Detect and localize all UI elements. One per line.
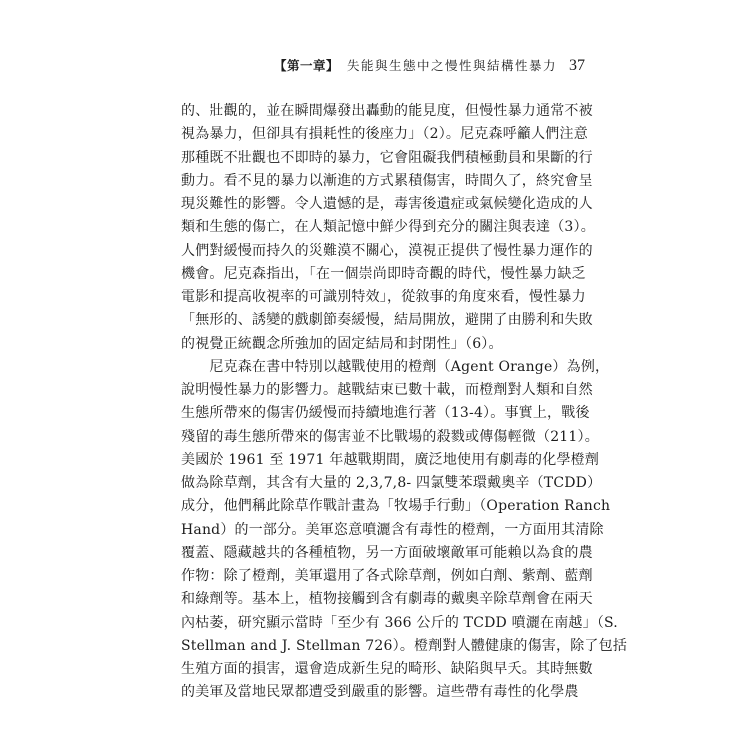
- text-line: 內枯萎，研究顯示當時「至少有 366 公斤的 TCDD 噴灑在南越」（S.: [181, 614, 618, 631]
- text-line: 美國於 1961 至 1971 年越戰期間，廣泛地使用有劇毒的化學橙劑: [181, 451, 600, 468]
- text-line: Stellman and J. Stellman 726）。橙劑對人體健康的傷害，除了包括: [181, 637, 628, 654]
- text-line: 動力。看不見的暴力以漸進的方式累積傷害，時間久了，終究會呈: [181, 172, 593, 189]
- text-line: 電影和提高收視率的可識別特效」，從敘事的角度來看，慢性暴力: [181, 289, 586, 305]
- text-line: 人們對緩慢而持久的災難漠不關心，漠視正提供了慢性暴力運作的: [181, 242, 593, 259]
- text-line: 的視覺正統觀念所強加的固定結局和封閉性」（6）。: [181, 335, 503, 352]
- running-header: [181, 56, 585, 75]
- paragraph-1: [181, 100, 595, 356]
- text-line: 覆蓋、隱藏越共的各種植物，另一方面破壞敵軍可能賴以為食的農: [181, 544, 593, 561]
- text-line: 生態所帶來的傷害仍緩慢而持續地進行著（13-4）。事實上，戰後: [181, 405, 590, 422]
- page-number: 37: [569, 57, 585, 74]
- text-line: Hand）的一部分。美軍恣意噴灑含有毒性的橙劑，一方面用其清除: [181, 521, 604, 538]
- text-line: 類和生態的傷亡，在人類記憶中鮮少得到充分的關注與表達（3）。: [181, 219, 595, 236]
- text-line: 和綠劑等。基本上，植物接觸到含有劇毒的戴奧辛除草劑會在兩天: [181, 591, 593, 608]
- text-line: 的美軍及當地民眾都遭受到嚴重的影響。這些帶有毒性的化學農: [181, 684, 579, 701]
- text-line: 那種既不壯觀也不即時的暴力，它會阻礙我們積極動員和果斷的行: [181, 149, 593, 166]
- text-line: 的、壯觀的，並在瞬間爆發出轟動的能見度，但慢性暴力通常不被: [181, 103, 593, 119]
- text-line: 現災難性的影響。令人遺憾的是，毒害後遺症或氣候變化造成的人: [181, 196, 593, 212]
- text-line: 機會。尼克森指出，「在一個崇尚即時奇觀的時代，慢性暴力缺乏: [181, 265, 586, 282]
- chapter-title: 失能與生態中之慢性與結構性暴力: [346, 58, 557, 73]
- paragraph-2: [181, 356, 628, 705]
- text-line: 做為除草劑，其含有大量的 2,3,7,8- 四氯雙苯環戴奧辛（TCDD）: [181, 475, 602, 491]
- text-line: 作物：除了橙劑，美軍還用了各式除草劑，例如白劑、紫劑、藍劑: [181, 568, 593, 584]
- text-line: 「無形的、誘變的戲劇節奏緩慢，結局開放，避開了由勝利和失敗: [181, 312, 593, 329]
- text-line: 殘留的毒生態所帶來的傷害並不比戰場的殺戮或傳傷輕微（211）。: [181, 428, 599, 445]
- text-line: 尼克森在書中特別以越戰使用的橙劑（Agent Orange）為例，: [181, 358, 610, 375]
- text-line: 生殖方面的損害，還會造成新生兒的畸形、缺陷與早夭。其時無數: [181, 661, 593, 677]
- text-line: 成分，他們稱此除草作戰計畫為「牧場手行動」（Operation Ranch: [181, 498, 611, 515]
- body-text: [181, 100, 628, 705]
- text-line: 視為暴力，但卻具有損耗性的後座力」（2）。尼克森呼籲人們注意: [181, 126, 588, 143]
- chapter-tag: 【第一章】: [273, 58, 339, 73]
- text-line: 說明慢性暴力的影響力。越戰結束已數十載，而橙劑對人類和自然: [181, 382, 593, 398]
